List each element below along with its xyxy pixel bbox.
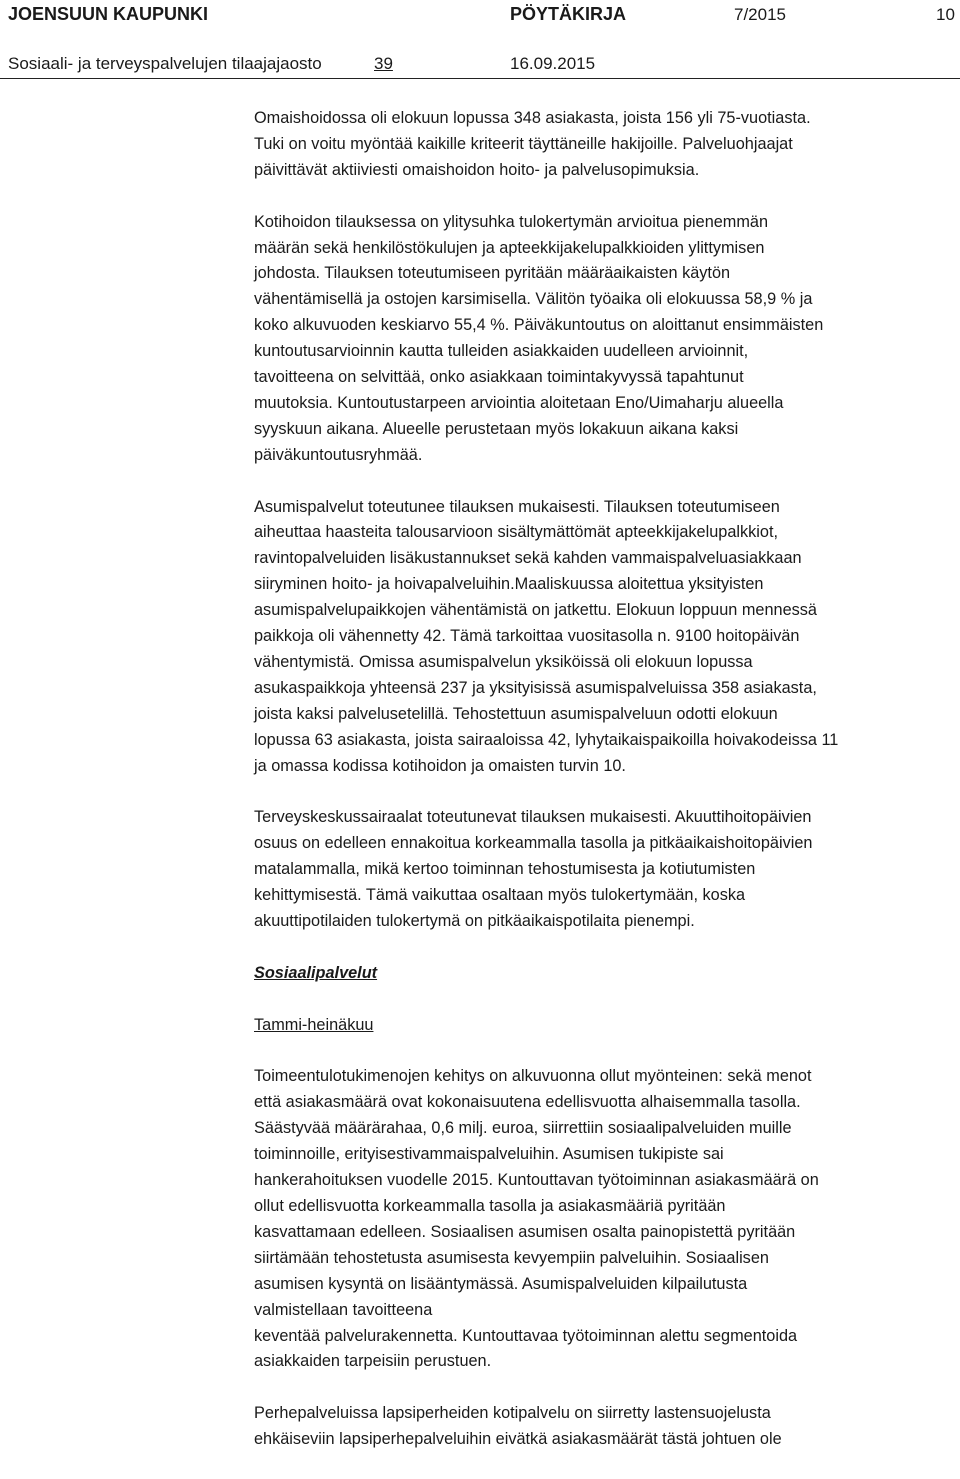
text-line: toiminnoille, erityisestivammaispalveluihin. Asumisen tukipiste sai [254, 1145, 724, 1164]
text-line: että asiakasmäärä ovat kokonaisuutena edellisvuotta alhaisemmalla tasolla. [254, 1093, 801, 1112]
text-line: kasvattamaan edelleen. Sosiaalisen asumisen osalta painopistettä pyritään [254, 1222, 796, 1241]
text-line: Toimeentulotukimenojen kehitys on alkuvuonna ollut myönteinen: sekä menot [254, 1067, 812, 1086]
text-line: ravintopalveluiden lisäkustannukset sekä kahden vammaispalveluasiakkaan [254, 549, 802, 568]
text-line: akuuttipotilaiden tulokertymä on pitkäaikaispotilaita pienempi. [254, 912, 695, 931]
text-line: asukaspaikkoja yhteensä 237 ja yksityisissä asumispalveluissa 358 asiakasta, [254, 678, 817, 697]
text-line: ehkäiseviin lapsiperhepalveluihin eivätkä asiakasmäärät tästä johtuen ole [254, 1430, 782, 1449]
text-line: lopussa 63 asiakasta, joista sairaaloissa 42, lyhytaikaispaikoilla hoivakodeissa 11 [254, 730, 839, 749]
text-line: syyskuun aikana. Alueelle perustetaan myös lokakuun aikana kaksi [254, 419, 739, 438]
text-line: osuus on edelleen ennakoitua korkeammalla tasolla ja pitkäaikaishoitopäivien [254, 834, 813, 853]
text-line: muutoksia. Kuntoutustarpeen arviointia aloitetaan Eno/Uimaharju alueella [254, 393, 784, 412]
text-line: päiväkuntoutusryhmää. [254, 445, 423, 464]
text-line: määrän sekä henkilöstökulujen ja apteekkijakelupalkkioiden ylittymisen [254, 238, 765, 257]
text-line: valmistellaan tavoitteena [254, 1300, 433, 1319]
text-line: siiryminen hoito- ja hoivapalveluihin.Maaliskuussa aloitettua yksityisten [254, 575, 764, 594]
text-line: ja omassa kodissa kotihoidon ja omaisten turvin 10. [254, 756, 626, 775]
text-line: Kotihoidon tilauksessa on ylitysuhka tulokertymän arvioitua pienemmän [254, 212, 769, 231]
paragraph-toimeentulotuki [254, 1064, 954, 1375]
paragraph-perhepalvelut [254, 1401, 954, 1453]
paragraph-asumispalvelut [254, 495, 954, 780]
text-line: paikkoja oli vähennetty 42. Tämä tarkoittaa vuositasolla n. 9100 hoitopäivän [254, 627, 800, 646]
document-header [0, 0, 960, 80]
section-heading: Sosiaalipalvelut [254, 963, 378, 982]
document-type: PÖYTÄKIRJA [510, 4, 627, 24]
text-line: Perhepalveluissa lapsiperheiden kotipalvelu on siirretty lastensuojelusta [254, 1404, 771, 1423]
paragraph-omaishoito [254, 106, 954, 184]
text-line: vähentämisellä ja ostojen karsimisella. Välitön työaika oli elokuussa 58,9 % ja [254, 290, 813, 309]
text-line: vähentymistä. Omissa asumispalvelun yksiköissä oli elokuun lopussa [254, 653, 753, 671]
text-line: päivittävät aktiiviesti omaishoidon hoito- ja palvelusopimuksia. [254, 160, 700, 179]
text-line: Terveyskeskussairaalat toteutunevat tilauksen mukaisesti. Akuuttihoitopäivien [254, 808, 812, 827]
text-line: siirtämään tehostetusta asumisesta kevyempiin palveluihin. Sosiaalisen [254, 1248, 769, 1267]
text-line: joista kaksi palvelusetelillä. Tehostettuun asumispalveluun odotti elokuun [254, 704, 778, 723]
page-number: 10 [936, 5, 955, 24]
section-heading-sosiaalipalvelut [254, 961, 954, 987]
text-line: Omaishoidossa oli elokuun lopussa 348 asiakasta, joista 156 yli 75-vuotiasta. [254, 109, 811, 127]
issue-number: 7/2015 [734, 5, 786, 24]
text-line: Asumispalvelut toteutunee tilauksen mukaisesti. Tilauksen toteutumiseen [254, 497, 780, 516]
text-line: asiakkaiden tarpeisiin perustuen. [254, 1352, 492, 1371]
text-line: ollut edellisvuotta korkeammalla tasolla ja asiakasmääriä pyritään [254, 1196, 726, 1215]
document-body [254, 106, 954, 1479]
text-line: johdosta. Tilauksen toteutumiseen pyritään määräaikaisten käytön [254, 264, 731, 283]
committee-name: Sosiaali- ja terveyspalvelujen tilaajajaosto [8, 54, 322, 73]
header-rule [0, 78, 960, 79]
text-line: tavoitteena on selvittää, onko asiakkaan toimintakyvyssä tapahtunut [254, 368, 744, 387]
subheading: Tammi-heinäkuu [254, 1015, 374, 1034]
text-line: koko alkuvuoden keskiarvo 55,4 %. Päiväkuntoutus on aloittanut ensimmäisten [254, 316, 824, 335]
paragraph-kotihoito [254, 210, 954, 469]
text-line: Tuki on voitu myöntää kaikille kriteerit täyttäneille hakijoille. Palveluohjaajat [254, 134, 793, 153]
section-number: 39 [374, 54, 393, 73]
text-line: matalammalla, mikä kertoo toiminnan tehostumisesta ja kotiutumisten [254, 860, 756, 879]
text-line: hankerahoituksen vuodelle 2015. Kuntouttavan työtoiminnan asiakasmäärä on [254, 1171, 819, 1190]
text-line: kehittymisestä. Tämä vaikuttaa osaltaan myös tulokertymään, koska [254, 886, 746, 905]
org-name: JOENSUUN KAUPUNKI [8, 4, 209, 24]
text-line: Säästyvää määrärahaa, 0,6 milj. euroa, siirrettiin sosiaalipalveluiden muille [254, 1119, 792, 1138]
text-line: kuntoutusarvioinnin kautta tulleiden asiakkaiden uudelleen arvioinnit, [254, 342, 749, 361]
text-line: asumisen kysyntä on lisääntymässä. Asumispalveluiden kilpailutusta [254, 1274, 748, 1293]
paragraph-terveyskeskussairaalat [254, 805, 954, 935]
text-line: keventää palvelurakennetta. Kuntouttavaa työtoiminnan alettu segmentoida [254, 1326, 798, 1345]
subheading-tammi-heinakuu [254, 1013, 954, 1039]
text-line: aiheuttaa haasteita talousarvioon sisältymättömät apteekkijakelupalkkiot, [254, 523, 779, 542]
meeting-date: 16.09.2015 [510, 54, 596, 73]
text-line: asumispalvelupaikkojen vähentämistä on jatkettu. Elokuun loppuun mennessä [254, 601, 817, 620]
